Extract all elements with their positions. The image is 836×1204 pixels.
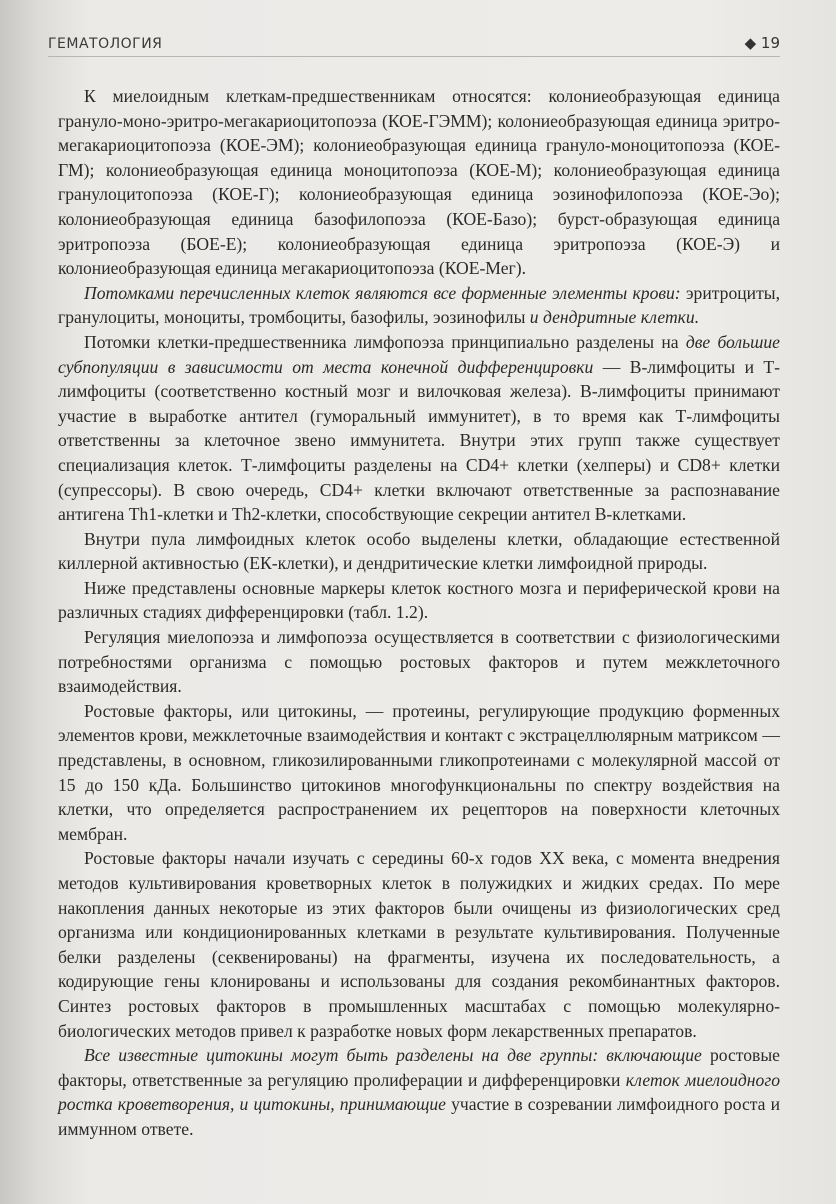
italic-run: Все известные цитокины могут быть разделены на две группы: включающие (84, 1045, 710, 1066)
italic-run: клеток миелоидного ростка кроветворения, и цитокины, принимающие (58, 1069, 780, 1115)
running-header-title: ГЕМАТОЛОГИЯ (48, 36, 163, 52)
body-text (58, 84, 780, 1142)
paragraph (58, 576, 780, 625)
paragraph (58, 1043, 780, 1141)
text-run: Регуляция миелопоэза и лимфопоэза осуществляется в соответствии с физиологическими потребностями организма с помощью ростовых факторов и путем межклеточного взаимодействия. (58, 627, 780, 697)
page-number: ◆ 19 (744, 34, 780, 52)
italic-run: и дендритные клетки. (529, 307, 700, 328)
paragraph (58, 527, 780, 576)
running-header (48, 32, 780, 58)
paragraph (58, 846, 780, 1043)
text-run: Внутри пула лимфоидных клеток особо выделены клетки, обладающие естественной киллерной активностью (ЕК-клетки), и дендритические клетки лимфоидной природы. (58, 528, 780, 574)
italic-run: Потомками перечисленных клеток являются все форменные элементы крови: (84, 282, 686, 303)
header-divider (48, 56, 780, 57)
text-run: Ниже представлены основные маркеры клеток костного мозга и периферической крови на различных стадиях дифференцировки (табл. 1.2). (58, 577, 780, 623)
paragraph (58, 84, 780, 281)
text-run: К миелоидным клеткам-предшественникам относятся: колониеобразующая единица грануло-моно-эритро-мегакариоцитопоэза (КОЕ-ГЭММ); колониеобразующая единица эритро-мегакариоцитопоэза (КОЕ-ЭМ); колониеобразующая единица грануло-моноцитопоэза (КОЕ-ГМ); колониеобразующая единица моноцитопоэза (КОЕ-М); колониеобразующая единица гранулоцитопоэза (КОЕ-Г); колониеобразующая единица эозинофилопоэза (КОЕ-Эо); колониеобразующая единица базофилопоэза (КОЕ-Базо); бурст-образующая единица эритропоэза (БОЕ-Е); колониеобразующая единица эритропоэза (КОЕ-Э) и колониеобразующая единица мегакариоцитопоэза (КОЕ-Мег). (58, 86, 780, 279)
paragraph (58, 625, 780, 699)
text-run: эритроциты, гранулоциты, моноциты, тромбоциты, базофилы, эозинофилы (58, 282, 780, 328)
italic-run: две большие субпопуляции в зависимости от места конечной дифференцировки (58, 331, 780, 377)
paragraph (58, 281, 780, 330)
text-run: участие в созревании лимфоидного роста и иммунном ответе. (58, 1094, 780, 1139)
text-run: — В-лимфоциты и Т-лимфоциты (соответственно костный мозг и вилочковая железа). В-лимфоциты принимают участие в выработке антител (гуморальный иммунитет), в то время как Т-лимфоциты ответственны за клеточное звено иммунитета. Внутри этих групп также существует специализация клеток. Т-лимфоциты разделены на CD4+ клетки (хелперы) и CD8+ клетки (супрессоры). В свою очередь, CD4+ клетки включают ответственные за распознавание антигена Th1-клетки и Th2-клетки, способствующие секреции антител В-клетками. (58, 356, 781, 525)
paragraph (58, 699, 780, 847)
paragraph (58, 330, 780, 527)
text-run: Потомки клетки-предшественника лимфопоэза принципиально разделены на (84, 331, 686, 352)
text-run: Ростовые факторы начали изучать с середины 60-х годов XX века, с момента внедрения методов культивирования кроветворных клеток в полужидких и жидких средах. По мере накопления данных некоторые из этих факторов были очищены из физиологических сред организма или кондиционированных клетками в результате культивирования. Полученные белки разделены (секвенированы) на фрагменты, изучена их последовательность, а кодирующие гены клонированы и использованы для создания рекомбинантных факторов. Синтез ростовых факторов в промышленных масштабах с помощью молекулярно-биологических методов привел к разработке новых форм лекарственных препаратов. (58, 848, 780, 1041)
text-run: ростовые факторы, ответственные за регуляцию пролиферации и дифференцировки (58, 1045, 780, 1090)
text-run: Ростовые факторы, или цитокины, — протеины, регулирующие продукцию форменных элементов крови, межклеточные взаимодействия и контакт с экстрацеллюлярным матриксом — представлены, в основном, гликозилированными гликопротеинами с молекулярной массой от 15 до 150 кДа. Большинство цитокинов многофункциональны по спектру воздействия на клетки, что определяется распространением их рецепторов на поверхности клеточных мембран. (58, 700, 780, 844)
